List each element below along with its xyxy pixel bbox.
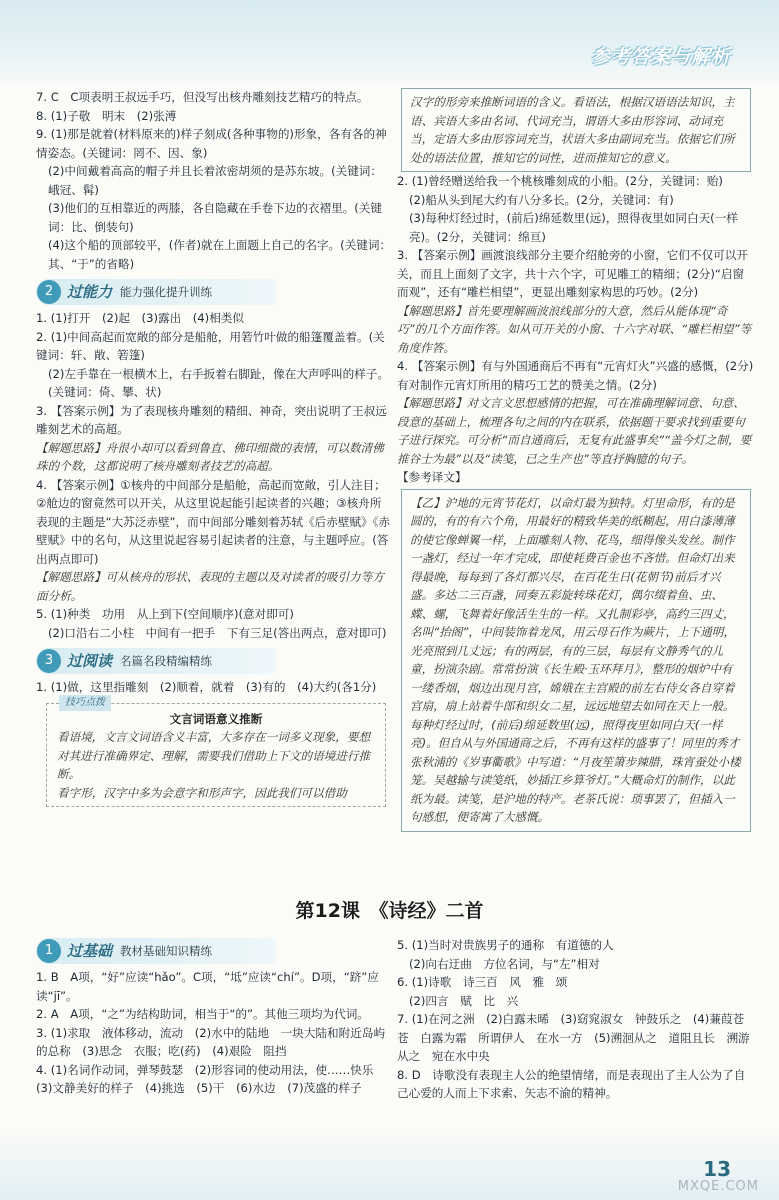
footer-band: [0, 1132, 779, 1200]
left-column: [36, 88, 392, 811]
answer-line: (2)左手靠在一根横木上，右手扳着右脚趾，像在大声呼叫的样子。(关键词：倚、攀、状): [48, 366, 390, 399]
watermark: MXQE.COM: [677, 1178, 759, 1194]
answer-line: (3)每种灯经过时，(前后)绵延数里(远)，照得夜里如同白天(一样亮)。(2分，关键词：绵亘): [409, 211, 738, 244]
section-name: 过基础: [67, 941, 113, 960]
answer-line: 1. (1)打开 (2)起 (3)露出 (4)相类似: [36, 311, 244, 325]
analysis-line: 【解题思路】舟很小却可以看到鲁直、佛印细微的表情，可以数清佛珠的个数，这都说明了核舟雕刻者技艺的高超。: [36, 440, 384, 473]
translation-box: 【乙】沪地的元宵节花灯，以命灯最为独特。灯里命形，有的是圆的，有的有六个角，用最好的精致华美的纸糊起，用白漆薄薄的使它像蝉翼一样，上面雕刻人物、花鸟，细得像头发丝。制作一盏灯，经过一年才完成，即使耗费百金也不吝惜。但命灯出来得最晚，每每到了各灯都兴尽，在百花生日(花朝节)前后才兴盛。多达二三百盏，同奏五彩旋转珠花灯，偶尔缀着鱼、虫、蝶、螺，飞舞着好像活生生的一样。又扎制彩亭，高约三四丈，名叫“抬阁”，中间装饰着龙凤，用云母石作为蕨片，上下通明，光亮照到几丈远；有的两层，有的三层，每层有文静秀气的儿童，扮演杂剧。常常扮演《长生殿·玉环拜月》，整形的烟炉中有一缕香烟，烟边出现月宫，嫦娥在主宫殿的前左右侍女各自穿着宫扇，扇上站着牛郎和织女二星，远远地望去如同在天上一般。每种灯经过时，(前后)绵延数里(远)，照得夜里如同白天(一样亮)。但自从与外国通商之后，不再有这样的盛事了！同里的秀才张秋浦的《岁事衢歌》中写道：“月夜笙箫步辣腊，珠宵蚕处小楼笼。吴越输与读笺纸，妙插江乡算爷灯。”大概命灯的制作，以此纸为最。读笺，是沪地的特产。老茶氏说：琐事罢了，但插入一句感想，便寄寓了大感慨。: [401, 489, 751, 832]
answer-line: 7. C C项表明王叔远手巧，但没写出核舟雕刻技艺精巧的特点。: [36, 90, 369, 104]
answer-line: 9. (1)那是就着(材料原来的)样子刻成(各种事物的)形象，各有各的神情姿态。(关键词：罔不、因、象): [36, 127, 387, 160]
answer-line: 3. 【答案示例】画渡浪线部分主要介绍舱旁的小窗，它们不仅可以开关，而且上面刻了文字，共十六个字，可见雕工的精细；(2分)“启窗而观”，还有“雕栏相望”，更显出雕刻家构思的巧妙。(2分): [397, 248, 748, 299]
lesson-left-column: [36, 932, 392, 1098]
answer-line: (4)这个船的顶部较平，(作者)就在上面题上自己的名字。(关键词：其、“于”的省略): [48, 238, 392, 271]
section-badge: 3: [37, 649, 61, 673]
lesson-title: 第12课 《诗经》二首: [295, 900, 484, 922]
section-subtitle: 名篇名段精编精练: [120, 653, 213, 668]
analysis-line: 【解题思路】可从核舟的形状、表现的主题以及对读者的吸引力等方面分析。: [36, 570, 384, 603]
analysis-line: 【解题思路】首先要理解画波浪线部分的大意，然后从能体现“奇巧”的几个方面作答。如从可开关的小窗、十六字对联、“雕栏相望”等角度作答。: [397, 303, 752, 355]
section-badge: 1: [37, 939, 61, 963]
answer-line: 3. 【答案示例】为了表现核舟雕刻的精细、神奇，突出说明了王叔远雕刻艺术的高超。: [36, 403, 387, 436]
section-badge: 2: [37, 280, 61, 304]
answer-line: 2. (1)曾经赠送给我一个桃核雕刻成的小船。(2分，关键词：贻): [397, 174, 723, 188]
answer-line: 3. (1)求取 液体移动，流动 (2)水中的陆地 一块大陆和附近岛屿的总称 (3)思念 衣服；吃(药) (4)艰险 阻挡: [36, 1025, 386, 1058]
answer-line: 4. 【答案示例】有与外国通商后不再有“元宵灯火”兴盛的感慨，(2分)有对制作元宵灯所用的精巧工艺的赞美之情。(2分): [397, 359, 754, 392]
page-header-title: 参考答案与解析: [590, 46, 731, 68]
answer-line: 8. (1)子敬 明末 (2)张溥: [36, 108, 177, 123]
answer-line: (2)口沿右二小柱 中间有一把手 下有三足(答出两点，意对即可): [48, 625, 387, 640]
answer-line: (2)四言 赋 比 兴: [409, 993, 519, 1008]
answer-line: (2)船从头到尾大约有八分多长。(2分，关键词：有): [409, 192, 674, 207]
lesson-right-column: [397, 936, 755, 1103]
tip-title: 文言词语意义推断: [169, 711, 263, 726]
answer-line: (3)他们的互相靠近的两膝，各自隐藏在手卷下边的衣褶里。(关键词：比、倒装句): [48, 201, 382, 234]
analysis-line: 【解题思路】对文言文思想感情的把握，可在准确理解词意、句意、段意的基础上，梳理各句之间的内在联系，依据题干要求找到重要句子进行探究。可分析“而自通商后，无复有此盛事矣”“盖今灯之制，要推谷士为最”以及“读笺，已之生产也”等直抒胸臆的句子。: [397, 396, 752, 466]
section-header-basics: [36, 938, 276, 964]
answer-line: 1. (1)做，这里指雕刻 (2)顺着，就着 (3)有的 (4)大约(各1分): [36, 680, 377, 694]
answer-line: 8. D 诗歌没有表现主人公的绝望情绪，而是表现出了主人公为了自己心爱的人而上下求索、矢志不渝的精神。: [397, 1067, 746, 1100]
answer-line: 6. (1)诗歌 诗三百 风 雅 颂: [397, 975, 568, 989]
answer-line: 1. B A项，“好”应读“hǎo”。C项，“坻”应读“chí”。D项，“跻”应读“jī”。: [36, 970, 379, 1003]
section-name: 过能力: [67, 282, 113, 301]
right-column: [397, 88, 755, 832]
answer-line: 7. (1)在河之洲 (2)白露未晞 (3)窈窕淑女 钟鼓乐之 (4)蒹葭苍苍 白露为霜 所谓伊人 在水一方 (5)溯洄从之 道阻且长 溯游从之 宛在水中央: [397, 1012, 750, 1063]
answer-line: 2. (1)中间高起而宽敞的部分是船舱，用箬竹叶做的船篷覆盖着。(关键词：轩、敞、箬篷): [36, 329, 385, 362]
section-header-reading: [36, 648, 276, 674]
header-band: [0, 0, 779, 88]
tip-line: 看字形，汉字中多为会意字和形声字，因此我们可以借助: [57, 785, 347, 800]
answer-line: 4. 【答案示例】①核舟的中间部分是船舱，高起而宽敞，引人注目；②舱边的窗竟然可以开关，从这里说起能引起读者的兴趣；③核舟所表现的主题是“大苏泛赤壁”，而中间部分雕刻着苏轼《后赤壁赋》《赤壁赋》中的名句，从这里说起容易引起读者的注意，与主题呼应。(答出两点即可): [36, 477, 391, 566]
section-subtitle: 教材基础知识精练: [120, 943, 213, 958]
tip-box: [46, 696, 386, 808]
answer-line: 4. (1)名词作动词，弹琴鼓瑟 (2)形容词的使动用法，使……快乐 (3)文静美好的样子 (4)挑选 (5)干 (6)水边 (7)茂盛的样子: [36, 1062, 386, 1095]
answer-line: 5. (1)种类 功用 从上到下(空间顺序)(意对即可): [36, 607, 294, 621]
tip-line: 看语境，文言文词语含义丰富，大多存在一词多义现象，要想对其进行准确界定、理解，需要我们借助上下文的语境进行推断。: [57, 730, 371, 781]
tip-continuation-box: 汉字的形旁来推断词语的含义。看语法，根据汉语语法知识，主语、宾语大多由名词、代词充当，谓语大多由形容词、动词充当，定语大多由形容词充当，状语大多由副词充当。依据它们所处的语法位置，推知它的词性，进而推知它的意义。: [401, 88, 751, 172]
answer-line: (2)中间戴着高高的帽子并且长着浓密胡须的是苏东坡。(关键词：峨冠、髯): [48, 164, 382, 197]
answer-line: 2. A A项，“之”为结构助词，相当于“的”。其他三项均为代词。: [36, 1007, 369, 1021]
page-number: 13: [703, 1156, 731, 1181]
section-subtitle: 能力强化提升训练: [120, 284, 213, 299]
reference-translation-label: 【参考译文】: [397, 470, 467, 484]
answer-line: (2)向右迂曲 方位名词，与“左”相对: [409, 956, 600, 971]
section-header-ability: [36, 279, 276, 305]
tip-tag: 技巧点拨: [59, 695, 111, 711]
section-name: 过阅读: [67, 651, 113, 670]
answer-line: 5. (1)当时对贵族男子的通称 有道德的人: [397, 938, 614, 952]
